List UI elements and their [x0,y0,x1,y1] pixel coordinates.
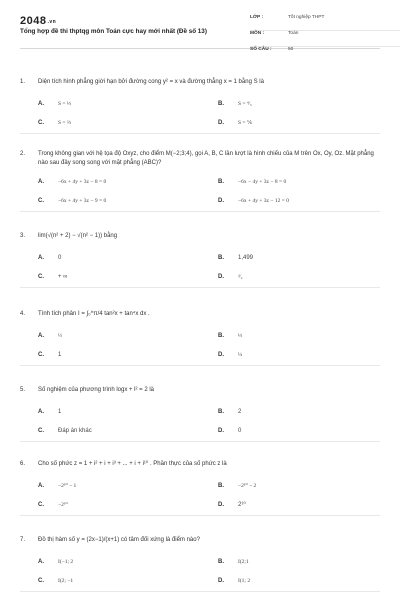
option-value: ¼ [238,351,243,358]
answer-option-d[interactable] [200,496,380,515]
question-2 [20,150,380,212]
option-value: −2¹⁰ [58,501,68,508]
option-value: −2¹⁰ − 2 [238,482,257,489]
option-value: −6x + 4y + 3z − 8 = 0 [58,179,107,185]
question-number: 1. [20,79,26,85]
option-value: Đáp án khác [58,427,92,434]
answer-option-a[interactable] [20,173,200,192]
option-letter: C. [38,501,44,508]
option-letter: B. [218,408,224,415]
option-value: −6x − 4y + 3z − 8 = 0 [238,179,287,185]
answer-option-b[interactable] [200,553,380,572]
question-stem [20,386,380,395]
answer-option-b[interactable] [200,403,380,422]
question-text: Trong không gian với hệ tọa độ Oxyz, cho điểm M(−2;3;4), gọi A, B, C lần lượt là hình chiếu của M trên Ox, Oy, Oz. Mặt phẳng nào sau đây song song với mặt phẳng (ABC)? [38,151,374,166]
option-letter: D. [218,427,224,434]
option-value: 2¹⁰ [238,501,246,508]
option-letter: A. [38,558,44,565]
answer-options [20,403,380,441]
answer-option-b[interactable] [200,249,380,268]
option-value: I(2; −1 [58,577,74,584]
answer-option-c[interactable] [20,422,200,441]
question-1 [20,78,380,134]
option-value: S = ⅔ [58,119,72,126]
option-letter: B. [218,254,224,261]
answer-option-d[interactable] [200,422,380,441]
answer-option-a[interactable] [20,249,200,268]
question-6 [20,460,380,516]
answer-option-a[interactable] [20,95,200,114]
answer-option-d[interactable] [200,114,380,133]
option-letter: A. [38,482,44,489]
option-letter: C. [38,351,44,358]
answer-options [20,553,380,591]
answer-options [20,249,380,287]
answer-option-c[interactable] [20,192,200,211]
exam-title: Tổng hợp đề thi thptqg môn Toán cực hay mới nhất (Đề số 13) [20,28,207,35]
question-number: 6. [20,461,26,467]
option-letter: B. [218,100,224,107]
option-letter: B. [218,332,224,339]
answer-option-c[interactable] [20,496,200,515]
exam-header [20,0,380,52]
option-letter: D. [218,351,224,358]
option-value: 0 [238,427,242,434]
answer-options [20,327,380,365]
option-letter: A. [38,179,44,185]
question-number: 3. [20,233,26,239]
question-text: Tính tích phân I = ∫₀^π/4 tan²x + tan⁴x dx . [38,311,150,317]
answer-option-b[interactable] [200,95,380,114]
option-value: 1 [58,351,62,358]
answer-option-a[interactable] [20,403,200,422]
answer-option-c[interactable] [20,572,200,591]
answer-option-d[interactable] [200,346,380,365]
question-stem [20,232,380,241]
option-value: I(2;1 [238,558,249,565]
question-3 [20,232,380,288]
option-value: ⅓ [238,332,243,339]
question-7 [20,536,380,592]
meta-subject: MÔN : Toán [250,31,400,47]
question-text: Diện tích hình phẳng giới hạn bởi đường cong y² = x và đường thẳng x = 1 bằng S là [38,79,264,85]
option-letter: D. [218,501,224,508]
option-value: −2¹⁰ − 1 [58,482,77,489]
option-value: 1 [58,408,62,415]
answer-option-d[interactable] [200,192,380,211]
question-text: Số nghiệm của phương trình logx + l² = 2 là [38,387,155,393]
question-4 [20,310,380,366]
question-number: 5. [20,387,26,393]
meta-question-count: SỐ CÂU : 50 [250,47,294,52]
option-letter: A. [38,100,44,107]
option-value: I(−1; 2 [58,558,74,565]
question-number: 4. [20,311,26,317]
answer-options [20,477,380,515]
answer-option-c[interactable] [20,346,200,365]
option-letter: C. [38,198,44,204]
answer-option-c[interactable] [20,114,200,133]
question-stem [20,78,380,87]
answer-options [20,95,380,133]
option-letter: D. [218,198,224,204]
exam-meta [250,15,400,62]
option-value: + ∞ [58,273,68,280]
question-number: 7. [20,537,26,543]
answer-option-c[interactable] [20,268,200,287]
question-text: Đồ thị hàm số y = (2x−1)/(x+1) có tâm đối xứng là điểm nào? [38,537,200,543]
answer-option-a[interactable] [20,327,200,346]
question-number: 2. [20,151,26,157]
question-5 [20,386,380,442]
option-letter: D. [218,273,224,280]
option-value: −6x + 4y + 3z − 9 = 0 [58,198,107,204]
option-letter: A. [38,254,44,261]
answer-option-b[interactable] [200,327,380,346]
option-value: 2 [238,408,242,415]
answer-option-d[interactable] [200,268,380,287]
question-stem [20,310,380,319]
option-value: S = ⅙ [238,119,253,126]
answer-option-d[interactable] [200,572,380,591]
option-letter: A. [38,408,44,415]
answer-options [20,173,380,211]
option-value: 1,499 [238,254,254,261]
question-stem [20,536,380,545]
option-letter: C. [38,119,44,126]
question-text: lim(√(n² + 2) − √(n² − 1)) bằng [38,233,118,239]
question-stem [20,460,380,469]
option-value: S = ⅓ [58,100,72,107]
answer-option-a[interactable] [20,553,200,572]
option-value: I(1; 2 [238,577,251,584]
option-letter: C. [38,273,44,280]
option-letter: B. [218,179,224,185]
option-letter: B. [218,558,224,565]
option-value: ³⁄₂ [238,273,243,280]
option-letter: D. [218,119,224,126]
answer-option-b[interactable] [200,173,380,192]
answer-option-b[interactable] [200,477,380,496]
option-letter: A. [38,332,44,339]
site-logo[interactable]: 2048.vn [20,15,57,27]
question-stem [20,150,380,167]
meta-class: LỚP : Tốt nghiệp THPT [250,15,400,31]
answer-option-a[interactable] [20,477,200,496]
option-value: ½ [58,332,63,339]
question-text: Cho số phức z = 1 + i² + i + i³ + ... + i + i¹⁰ . Phần thực của số phức z là [38,461,227,467]
option-letter: C. [38,427,44,434]
option-value: −6x + 4y + 3z − 12 = 0 [238,198,289,204]
option-value: S = ⁴⁄₃ [238,100,252,107]
option-letter: C. [38,577,44,584]
option-letter: B. [218,482,224,489]
option-value: 0 [58,254,62,261]
option-letter: D. [218,577,224,584]
